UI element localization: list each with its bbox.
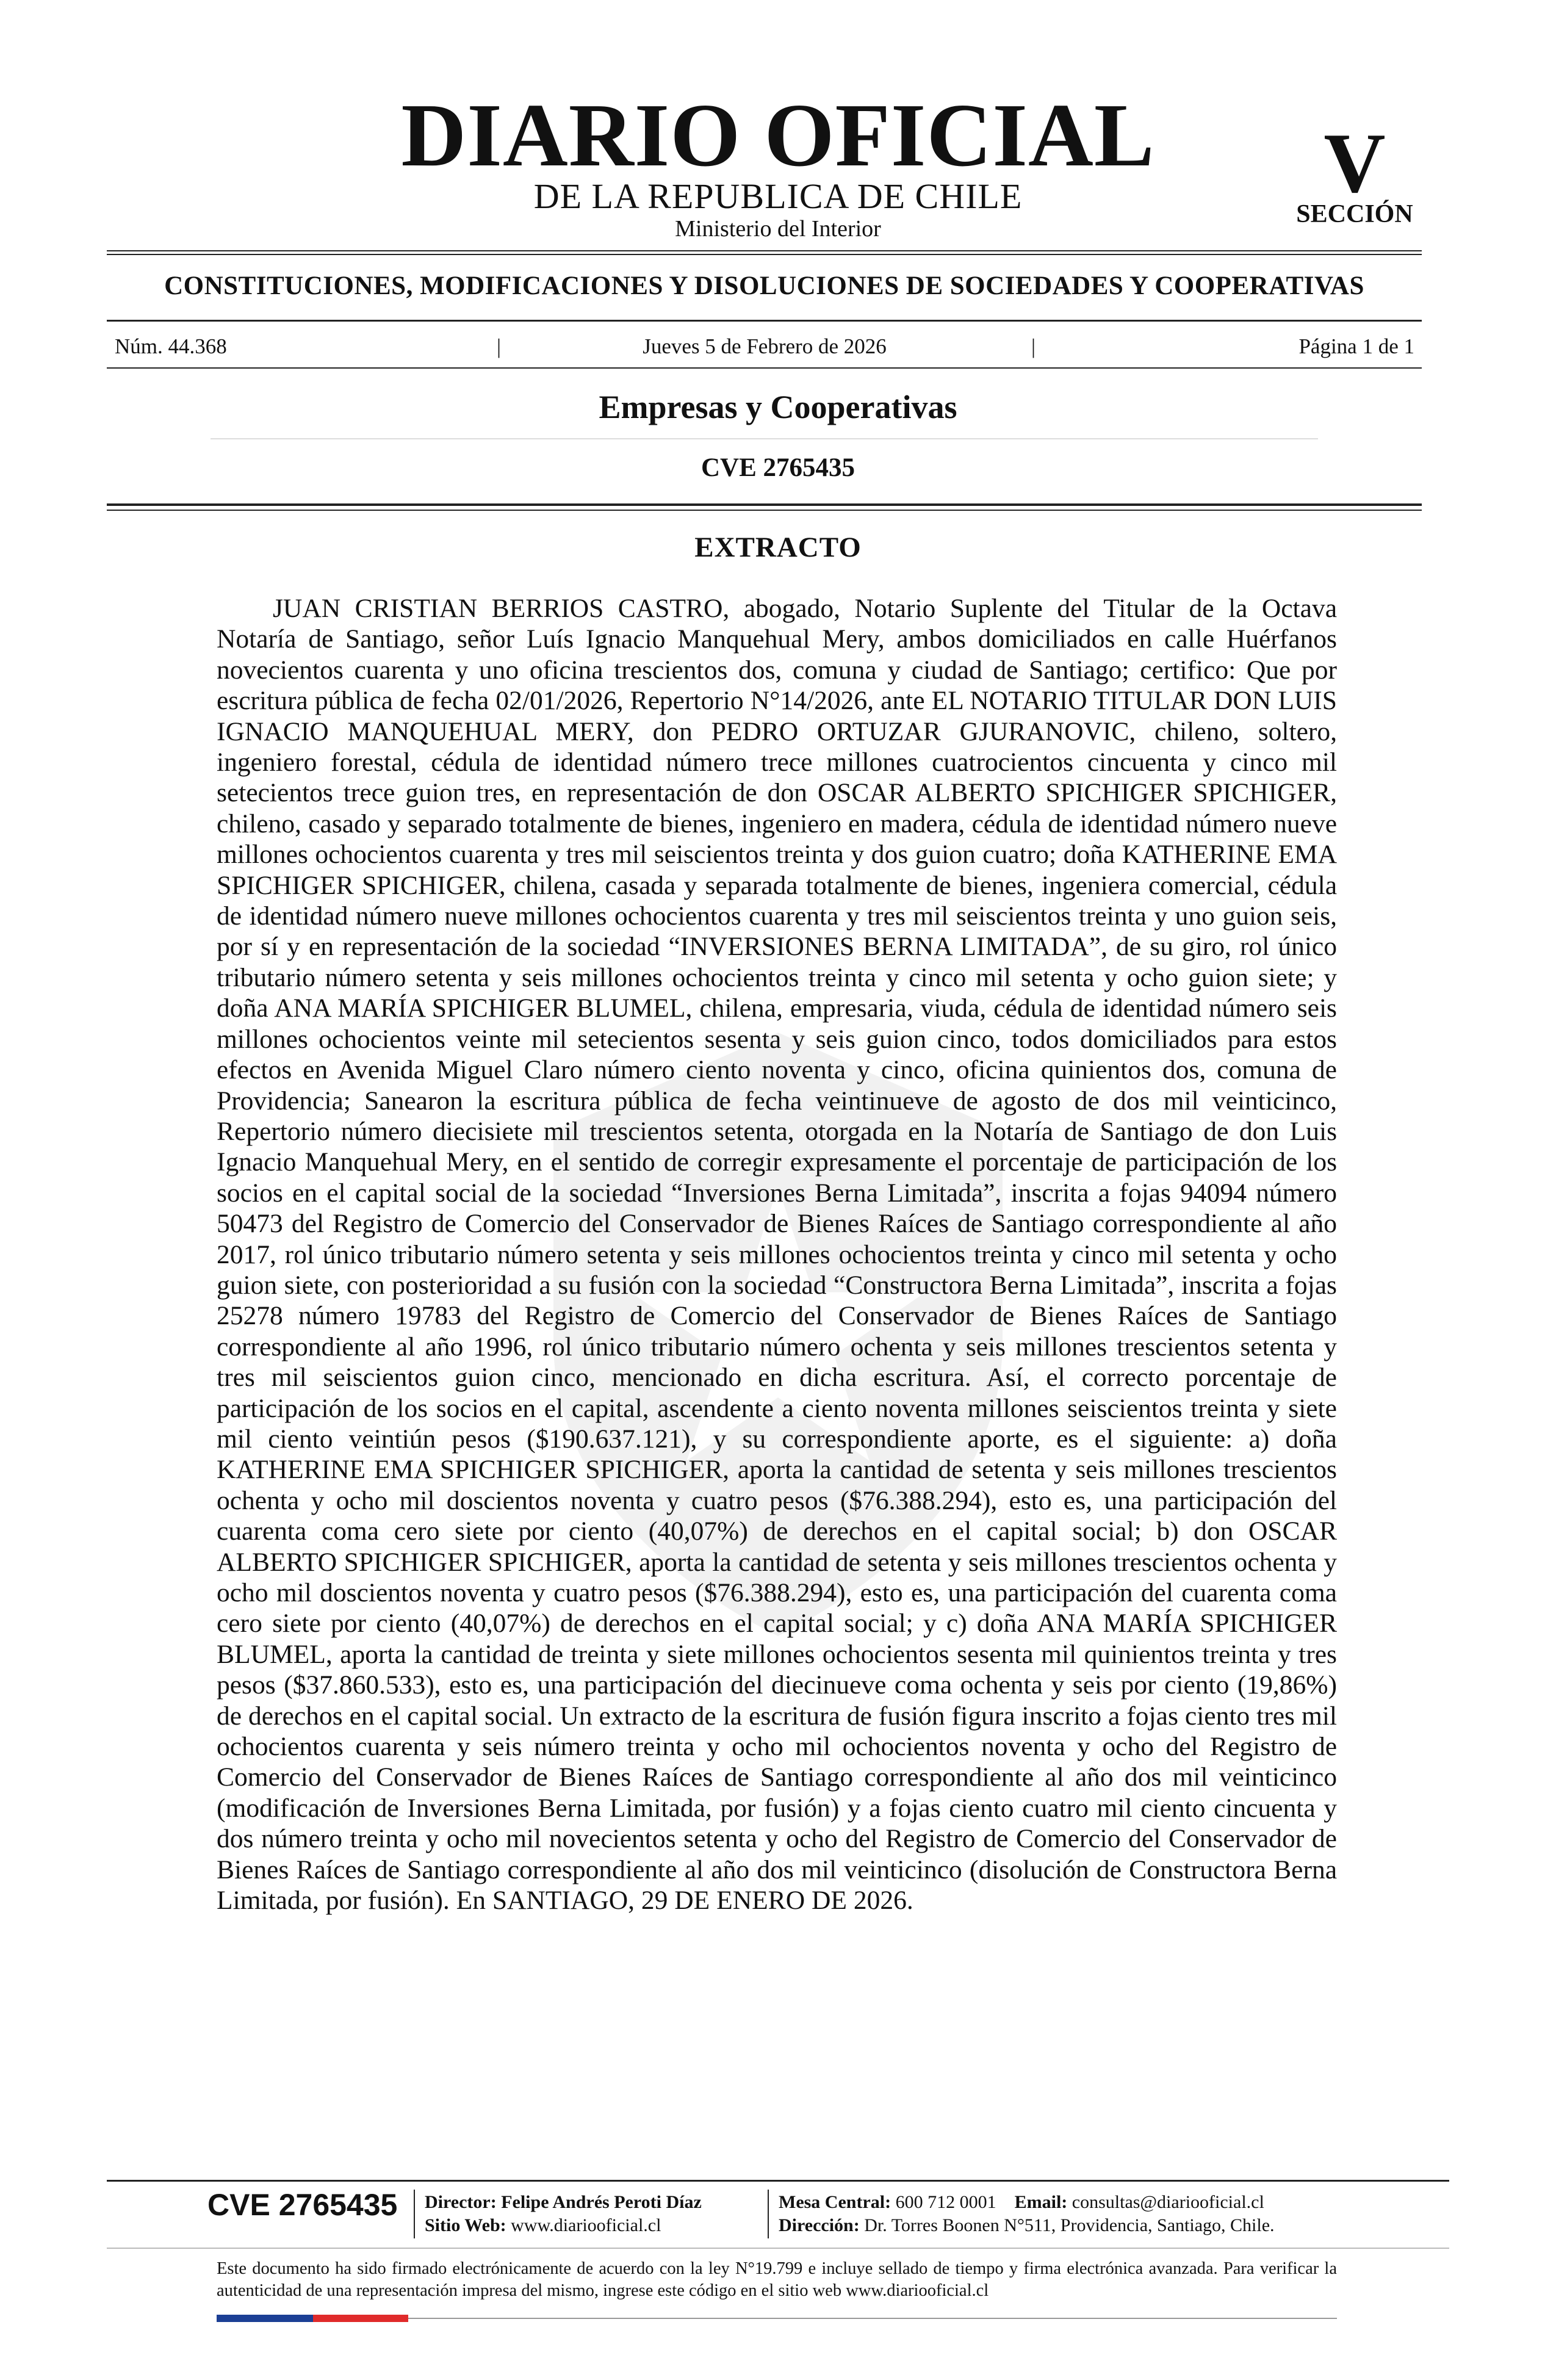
header-rule-thick	[107, 503, 1422, 506]
flag-stripe-blue	[217, 2315, 313, 2322]
director-name: Felipe Andrés Peroti Díaz	[501, 2192, 702, 2212]
issue-separator: |	[1031, 334, 1036, 358]
section-name: Empresas y Cooperativas	[599, 389, 957, 425]
footer-director-block	[425, 2191, 766, 2237]
issue-date: Jueves 5 de Febrero de 2026	[643, 334, 887, 358]
address-label: Dirección:	[779, 2215, 860, 2235]
footer-legal-notice: Este documento ha sido firmado electrónicamente de acuerdo con la ley N°19.799 e incluye sellado de tiempo y firma electrónica avanzada. Para verificar la autenticidad de una representación impresa del mismo, ingrese este código en el sitio web www.diariooficial.cl	[217, 2259, 1337, 2300]
footer-separator	[107, 2248, 1449, 2249]
document-heading: EXTRACTO	[694, 532, 862, 563]
issue-number: Núm. 44.368	[115, 334, 227, 358]
flag-stripe-red	[313, 2315, 408, 2322]
masthead-title: DIARIO OFICIAL	[401, 85, 1155, 186]
issue-separator: |	[497, 334, 502, 358]
phone-number: 600 712 0001	[895, 2192, 996, 2212]
flag-stripe-line	[408, 2318, 1337, 2319]
masthead-rule-top	[107, 250, 1422, 251]
issue-rule-bottom	[107, 367, 1422, 369]
footer-contact-block	[779, 2191, 1377, 2237]
header-rule-thin	[107, 510, 1422, 511]
category-heading: CONSTITUCIONES, MODIFICACIONES Y DISOLUCIONES DE SOCIEDADES Y COOPERATIVAS	[164, 272, 1364, 300]
address-text: Dr. Torres Boonen N°511, Providencia, Santiago, Chile.	[864, 2215, 1275, 2235]
footer-divider	[414, 2190, 415, 2238]
issue-page-number: Página 1 de 1	[1298, 334, 1414, 358]
email-link[interactable]: consultas@diariooficial.cl	[1072, 2192, 1264, 2212]
issue-info-row	[115, 334, 1414, 359]
director-label: Director:	[425, 2192, 497, 2212]
masthead-rule-bottom	[107, 254, 1422, 255]
phone-label: Mesa Central:	[779, 2192, 891, 2212]
extract-body-text: JUAN CRISTIAN BERRIOS CASTRO, abogado, Notario Suplente del Titular de la Octava Notaría de Santiago, señor Luís Ignacio Manquehual Mery, ambos domiciliados en calle Huérfanos novecientos cuarenta y uno oficina trescientos dos, comuna y ciudad de Santiago; certifico: Que por escritura pública de fecha 02/01/2026, Repertorio N°14/2026, ante EL NOTARIO TITULAR DON LUIS IGNACIO MANQUEHUAL MERY, don PEDRO ORTUZAR GJURANOVIC, chileno, soltero, ingeniero forestal, cédula de identidad número trece millones cuatrocientos cincuenta y cinco mil setecientos trece guion tres, en representación de don OSCAR ALBERTO SPICHIGER SPICHIGER, chileno, casado y separado totalmente de bienes, ingeniero en madera, cédula de identidad número nueve millones ochocientos cuarenta y tres mil seiscientos treinta y dos guion cuatro; doña KATHERINE EMA SPICHIGER SPICHIGER, chilena, casada y separada totalmente de bienes, ingeniera comercial, cédula de identidad número nueve millones ochocientos cuarenta y tres mil seiscientos treinta y uno guion seis, por sí y en representación de la sociedad “INVERSIONES BERNA LIMITADA”, de su giro, rol único tributario número setenta y seis millones ochocientos treinta y cinco mil setenta y ocho guion siete; y doña ANA MARÍA SPICHIGER BLUMEL, chilena, empresaria, viuda, cédula de identidad número seis millones ochocientos veinte mil setecientos sesenta y seis guion cinco, todos domiciliados para estos efectos en Avenida Miguel Claro número ciento noventa y cinco, oficina quinientos dos, comuna de Providencia; Sanearon la escritura pública de fecha veintinueve de agosto de dos mil veinticinco, Repertorio número diecisiete mil trescientos setenta, otorgada en la Notaría de Santiago de don Luis Ignacio Manquehual Mery, en el sentido de corregir expresamente el porcentaje de participación de los socios en el capital social de la sociedad “Inversiones Berna Limitada”, inscrita a fojas 94094 número 50473 del Registro de Comercio del Conservador de Bienes Raíces de Santiago correspondiente al año 2017, rol único tributario número setenta y seis millones ochocientos treinta y cinco mil setenta y ocho guion siete, con posterioridad a su fusión con la sociedad “Constructora Berna Limitada”, inscrita a fojas 25278 número 19783 del Registro de Comercio del Conservador de Bienes Raíces de Santiago correspondiente al año 1996, rol único tributario número ochenta y seis millones trescientos setenta y tres mil seiscientos guion cinco, mencionado en dicha escritura. Así, el correcto porcentaje de participación de los socios en el capital, ascendente a ciento noventa millones seiscientos treinta y siete mil ciento veintiún pesos ($190.637.121), y su correspondiente aporte, es el siguiente: a) doña KATHERINE EMA SPICHIGER SPICHIGER, aporta la cantidad de setenta y seis millones trescientos ochenta y ocho mil doscientos noventa y cuatro pesos ($76.388.294), esto es, una participación del cuarenta coma cero siete por ciento (40,07%) de derechos en el capital social; b) don OSCAR ALBERTO SPICHIGER SPICHIGER, aporta la cantidad de setenta y seis millones trescientos ochenta y ocho mil doscientos noventa y cuatro pesos ($76.388.294), esto es, una participación del cuarenta coma cero siete por ciento (40,07%) de derechos en el capital social; y c) doña ANA MARÍA SPICHIGER BLUMEL, aporta la cantidad de treinta y siete millones ochocientos sesenta mil quinientos treinta y tres pesos ($37.860.533), esto es, una participación del diecinueve coma ochenta y seis por ciento (19,86%) de derechos en el capital social. Un extracto de la escritura de fusión figura inscrito a fojas ciento tres mil ochocientos cuarenta y seis número treinta y ocho mil ochocientos noventa y ocho del Registro de Comercio del Conservador de Bienes Raíces de Santiago correspondiente al año dos mil veinticinco (modificación de Inversiones Berna Limitada, por fusión) y a fojas ciento cuatro mil ciento cincuenta y dos número treinta y ocho mil novecientos setenta y ocho del Registro de Comercio del Conservador de Bienes Raíces de Santiago correspondiente al año dos mil veinticinco (disolución de Constructora Berna Limitada, por fusión). En SANTIAGO, 29 DE ENERO DE 2026.	[217, 594, 1337, 1916]
masthead-subtitle: DE LA REPUBLICA DE CHILE	[533, 176, 1023, 216]
footer-cve-code: CVE 2765435	[207, 2188, 398, 2222]
section-divider	[211, 438, 1318, 439]
website-label: Sitio Web:	[425, 2215, 506, 2235]
footer-rule	[107, 2180, 1449, 2182]
masthead-ministry: Ministerio del Interior	[675, 216, 881, 242]
issue-rule-top	[107, 320, 1422, 322]
cve-code: CVE 2765435	[701, 453, 855, 482]
footer-divider	[768, 2190, 769, 2238]
website-link[interactable]: www.diariooficial.cl	[511, 2215, 661, 2235]
email-label: Email:	[1014, 2192, 1068, 2212]
section-letter: V	[1324, 116, 1386, 211]
section-label: SECCIÓN	[1296, 200, 1413, 228]
